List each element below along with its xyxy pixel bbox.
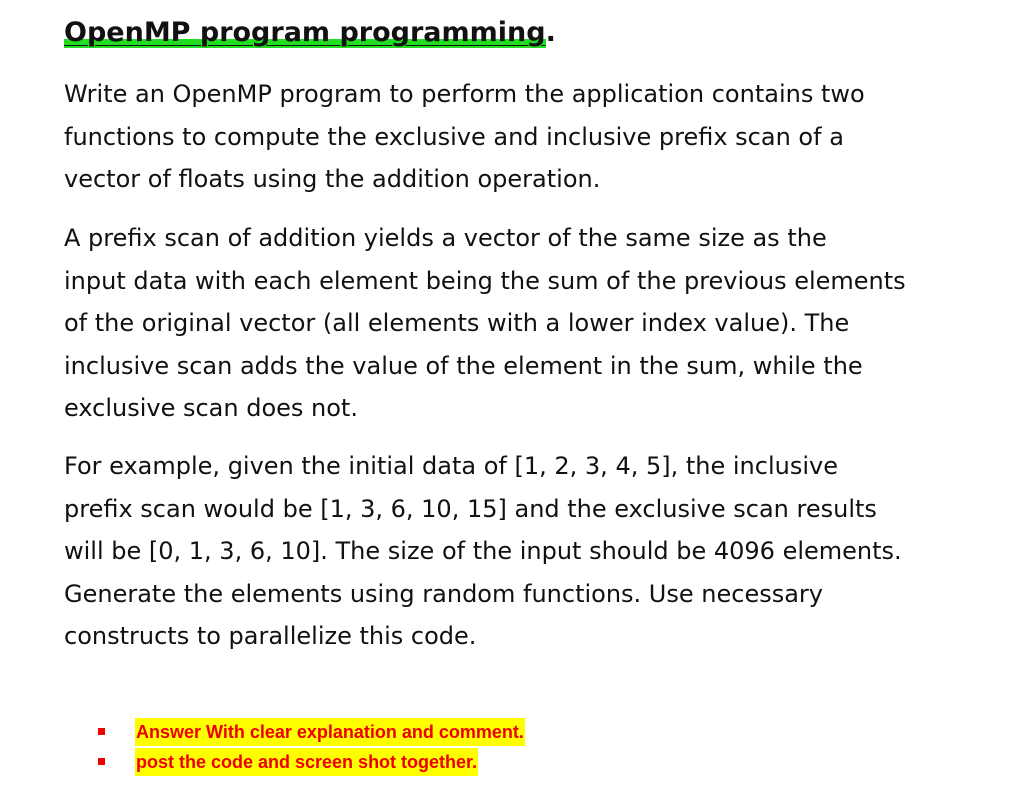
square-bullet-icon xyxy=(98,758,105,765)
paragraph-line: vector of floats using the addition operation. xyxy=(64,165,601,193)
paragraph-line: will be [0, 1, 3, 6, 10]. The size of the input should be 4096 elements. xyxy=(64,537,902,565)
paragraph-line: Generate the elements using random functions. Use necessary xyxy=(64,579,823,608)
title-highlighted-text: OpenMP program programming xyxy=(64,17,546,48)
paragraph-line: of the original vector (all elements with a lower index value). The xyxy=(64,309,850,337)
paragraph-line: For example, given the initial data of [1, 2, 3, 4, 5], the inclusive xyxy=(64,452,838,480)
paragraph-line: exclusive scan does not. xyxy=(64,394,358,422)
title-period: . xyxy=(545,17,556,48)
paragraph-intro xyxy=(64,73,999,201)
note-text: post the code and screen shot together. xyxy=(135,748,478,776)
page-title xyxy=(64,14,556,52)
paragraph-line: functions to compute the exclusive and inclusive prefix scan of a xyxy=(64,122,844,151)
paragraph-line: input data with each element being the sum of the previous elements xyxy=(64,266,906,295)
note-text: Answer With clear explanation and comment. xyxy=(135,718,525,746)
paragraph-line: A prefix scan of addition yields a vector of the same size as the xyxy=(64,224,827,252)
paragraph-definition xyxy=(64,217,999,430)
paragraph-line: constructs to parallelize this code. xyxy=(64,622,477,650)
paragraph-example xyxy=(64,445,999,658)
paragraph-line: Write an OpenMP program to perform the application contains two xyxy=(64,80,865,108)
square-bullet-icon xyxy=(98,728,105,735)
paragraph-line: inclusive scan adds the value of the element in the sum, while the xyxy=(64,351,863,380)
paragraph-line: prefix scan would be [1, 3, 6, 10, 15] and the exclusive scan results xyxy=(64,494,877,523)
